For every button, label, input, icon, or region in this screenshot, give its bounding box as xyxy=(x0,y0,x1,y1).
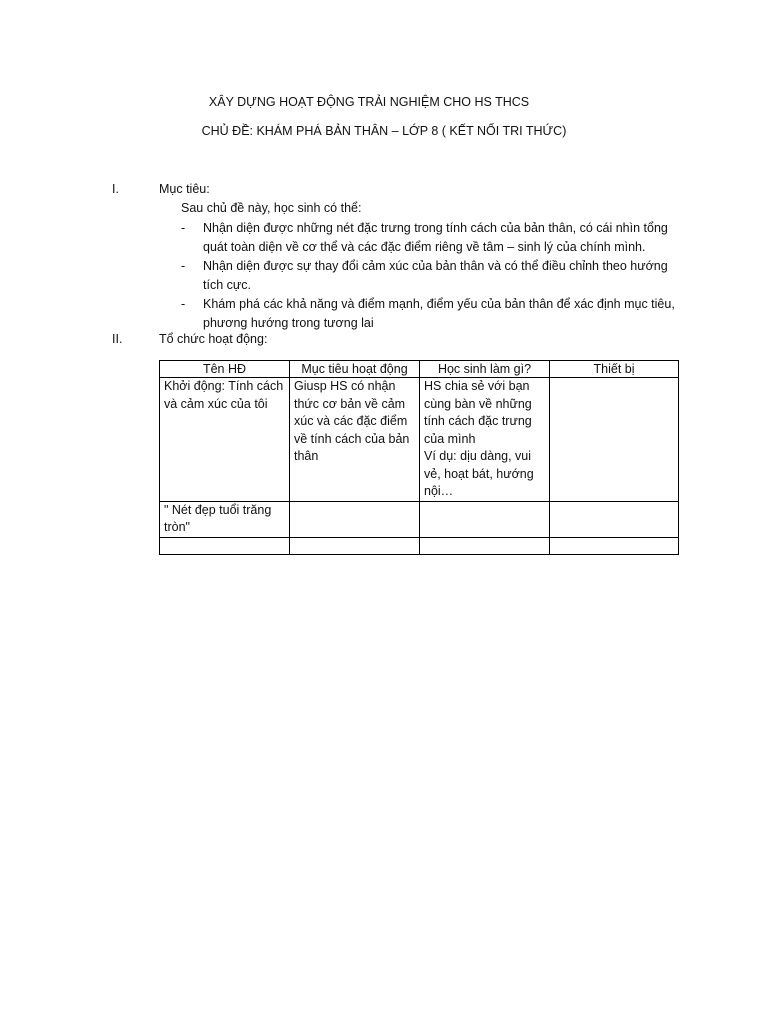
section-2-number: II. xyxy=(112,332,123,346)
cell-equipment xyxy=(550,537,679,554)
cell-student-task xyxy=(420,537,550,554)
section-1-number: I. xyxy=(112,182,119,196)
activity-table xyxy=(159,360,679,555)
header-equipment: Thiết bị xyxy=(550,361,679,378)
table-row xyxy=(160,378,679,502)
header-activity-name: Tên HĐ xyxy=(160,361,290,378)
section-1-intro: Sau chủ đề này, học sinh có thể: xyxy=(181,201,362,215)
cell-activity-goal xyxy=(290,537,420,554)
section-1-title: Mục tiêu: xyxy=(159,182,210,196)
document-title: XÂY DỰNG HOẠT ĐỘNG TRẢI NGHIỆM CHO HS THCS xyxy=(208,95,530,109)
objective-text: Nhận diện được sự thay đổi cảm xúc của bản thân và có thể điều chỉnh theo hướng tích cực. xyxy=(203,259,668,292)
table-row xyxy=(160,537,679,554)
table-header-row xyxy=(160,361,679,378)
objective-text: Nhận diện được những nét đặc trưng trong tính cách của bản thân, có cái nhìn tổng quát toàn diện về cơ thể và các đặc điểm riêng về tâm – sinh lý của chính mình. xyxy=(203,221,668,254)
cell-student-task xyxy=(420,501,550,537)
objective-text: Khám phá các khả năng và điểm mạnh, điểm yếu của bản thân để xác định mục tiêu, phương hướng trong tương lai xyxy=(203,297,675,330)
objectives-list xyxy=(181,219,681,333)
cell-equipment xyxy=(550,501,679,537)
objective-item xyxy=(181,257,681,295)
student-task-example: Ví dụ: dịu dàng, vui vẻ, hoạt bát, hướng nội… xyxy=(424,449,534,498)
cell-equipment xyxy=(550,378,679,502)
cell-student-task xyxy=(420,378,550,502)
bullet-dash: - xyxy=(181,221,186,235)
table-row xyxy=(160,501,679,537)
objective-item xyxy=(181,295,681,333)
cell-activity-goal: Giusp HS có nhận thức cơ bản về cảm xúc và các đặc điểm về tính cách của bản thân xyxy=(290,378,420,502)
header-student-task: Học sinh làm gì? xyxy=(420,361,550,378)
header-activity-goal: Mục tiêu hoạt động xyxy=(290,361,420,378)
student-task-text: HS chia sẻ với bạn cùng bàn về những tính cách đặc trưng của mình xyxy=(424,379,532,446)
bullet-dash: - xyxy=(181,297,186,311)
cell-activity-name: Khởi động: Tính cách và cảm xúc của tôi xyxy=(160,378,290,502)
document-subtitle: CHỦ ĐỀ: KHÁM PHÁ BẢN THÂN – LỚP 8 ( KẾT NỐI TRI THỨC) xyxy=(201,124,567,138)
cell-activity-name: " Nét đẹp tuổi trăng tròn" xyxy=(160,501,290,537)
bullet-dash: - xyxy=(181,259,186,273)
section-2-title: Tổ chức hoạt động: xyxy=(159,332,268,346)
cell-activity-name xyxy=(160,537,290,554)
objective-item xyxy=(181,219,681,257)
cell-activity-goal xyxy=(290,501,420,537)
